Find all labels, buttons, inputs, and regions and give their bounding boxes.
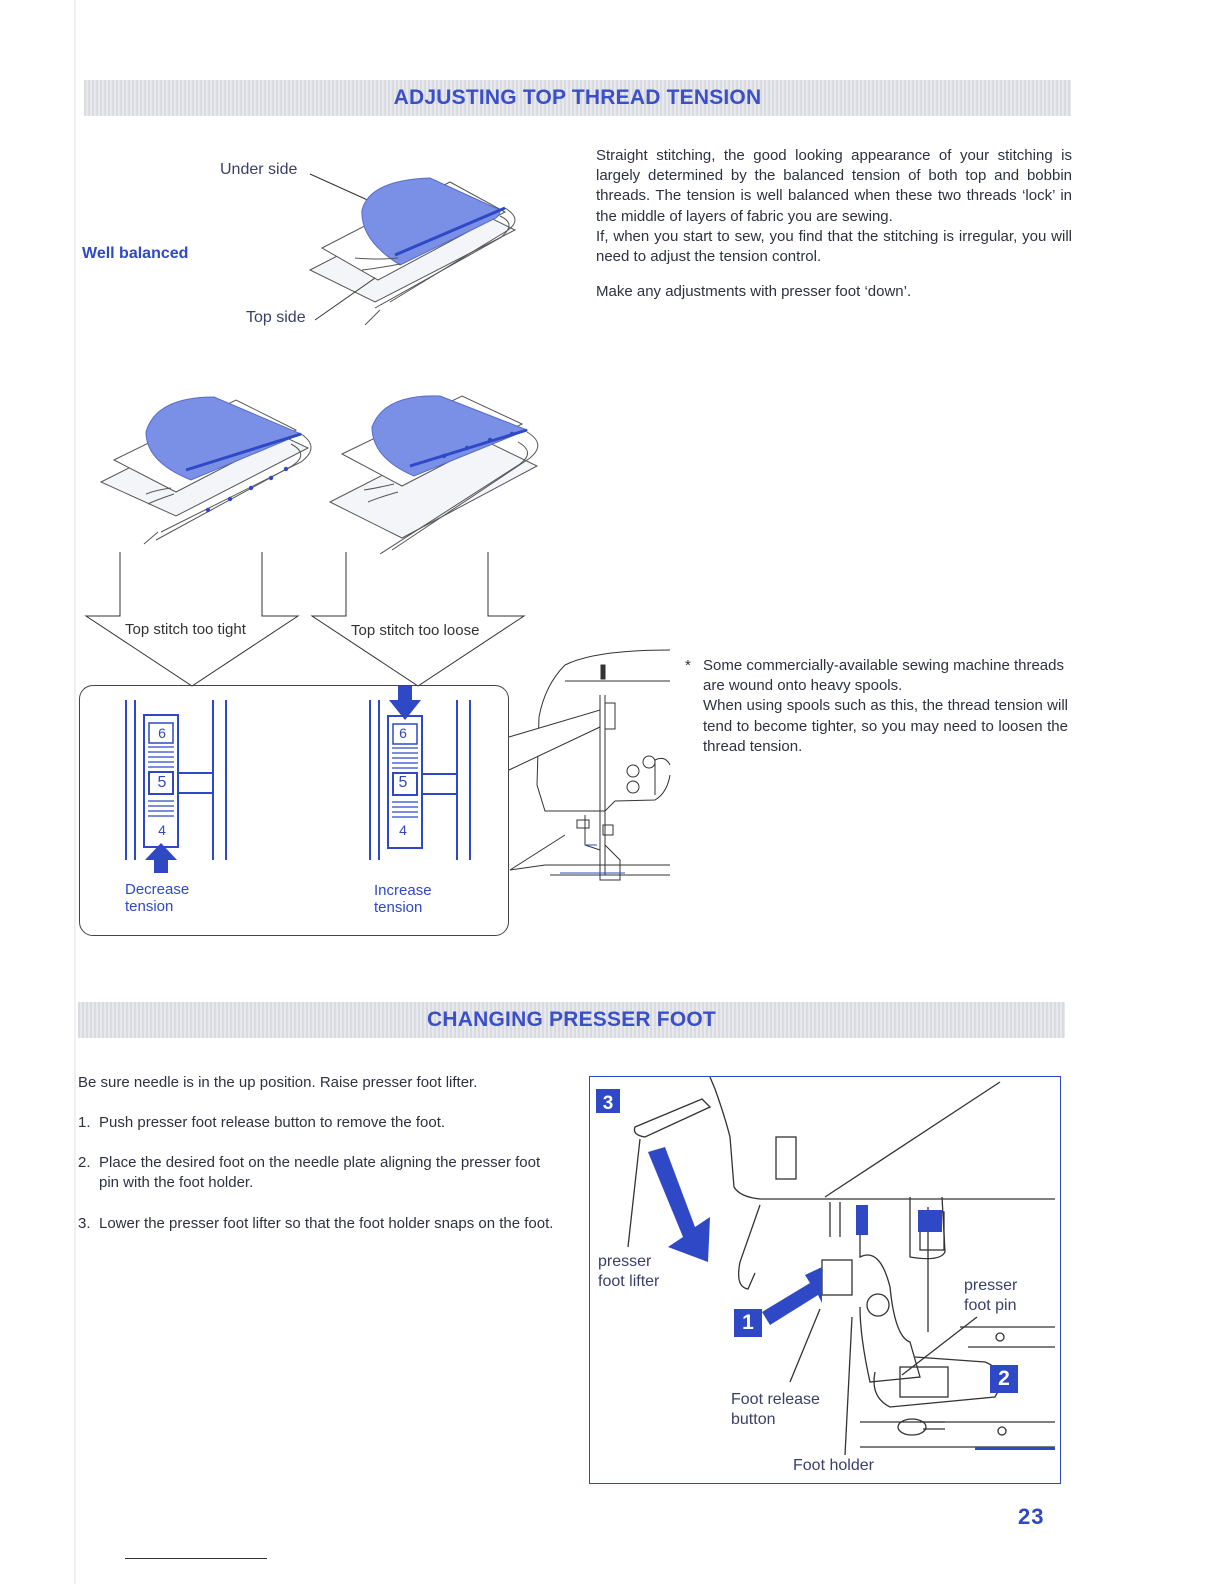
spool-note-star: * <box>685 657 691 674</box>
increase-label <box>374 882 432 916</box>
tension-dial-right <box>364 686 484 866</box>
footnote-rule <box>125 1558 267 1559</box>
foot-release-label <box>731 1390 820 1430</box>
presser-step <box>78 1214 558 1234</box>
tension-intro-p1: Straight stitching, the good looking appearance of your stitching is largely determined by the balanced tension of both top and bobbin threads. The tension is well balanced when these two threads ‘lock’ in the middle of layers of fabric you are sewing. <box>596 147 1072 225</box>
decrease-line1: Decrease <box>125 881 190 898</box>
foot-holder-label: Foot holder <box>793 1457 874 1474</box>
presser-intro: Be sure needle is in the up position. Raise presser foot lifter. <box>78 1074 478 1091</box>
sewing-machine-head-illustration <box>505 645 675 895</box>
presser-pin-line2: foot pin <box>964 1297 1017 1314</box>
presser-lifter-line2: foot lifter <box>598 1273 660 1290</box>
dial-right-4: 4 <box>399 822 407 838</box>
presser-step <box>78 1153 558 1193</box>
presser-steps <box>78 1113 558 1234</box>
decrease-label <box>125 881 189 915</box>
tension-intro-p2: If, when you start to sew, you find that the stitching is irregular, you will need to adjust the tension control. <box>596 227 1072 266</box>
well-balanced-fabric-illustration <box>300 160 540 335</box>
top-side-label: Top side <box>246 309 306 326</box>
step-badge-3: 3 <box>602 1093 614 1114</box>
spool-note-p1: Some commercially-available sewing machine threads are wound onto heavy spools. <box>703 657 1064 695</box>
presser-step-num: 1. <box>78 1114 91 1131</box>
presser-lifter-label <box>598 1252 659 1292</box>
foot-release-line1: Foot release <box>731 1391 820 1408</box>
presser-step-num: 2. <box>78 1154 91 1172</box>
foot-release-line2: button <box>731 1411 776 1428</box>
spool-note-p2: When using spools such as this, the thread tension will tend to become tighter, so you may need to loosen the thread tension. <box>703 697 1068 755</box>
presser-pin-line1: presser <box>964 1277 1018 1294</box>
page-edge <box>74 0 76 1584</box>
tension-intro <box>596 146 1072 267</box>
dial-right-6: 6 <box>399 725 407 741</box>
tension-arrows <box>80 550 530 690</box>
presser-step-num: 3. <box>78 1214 91 1232</box>
presser-step-text: Lower the presser foot lifter so that the foot holder snaps on the foot. <box>99 1214 554 1232</box>
presser-pin-label <box>964 1276 1017 1316</box>
dial-left-4: 4 <box>158 822 166 838</box>
page-number: 23 <box>1018 1504 1045 1529</box>
decrease-line2: tension <box>125 898 174 915</box>
step-badge-1: 1 <box>742 1311 754 1334</box>
presser-section-title: CHANGING PRESSER FOOT <box>78 1002 1065 1038</box>
presser-lifter-line1: presser <box>598 1253 652 1270</box>
too-tight-label: Top stitch too tight <box>125 621 246 638</box>
increase-line1: Increase <box>374 882 432 899</box>
increase-line2: tension <box>374 899 423 916</box>
presser-step-text: Push presser foot release button to remove the foot. <box>99 1114 446 1131</box>
well-balanced-label: Well balanced <box>82 245 189 262</box>
too-loose-label: Top stitch too loose <box>351 622 480 639</box>
too-loose-fabric-illustration <box>322 392 547 562</box>
presser-step-text: Place the desired foot on the needle plate aligning the presser foot pin with the foot holder. <box>99 1154 541 1192</box>
dial-right-5: 5 <box>398 774 408 791</box>
step-badge-2: 2 <box>998 1367 1010 1390</box>
too-tight-fabric-illustration <box>96 392 321 552</box>
spool-note <box>703 656 1068 757</box>
presser-step <box>78 1113 558 1133</box>
tension-section-title: ADJUSTING TOP THREAD TENSION <box>84 80 1071 116</box>
dial-left-5: 5 <box>157 774 167 791</box>
under-side-label: Under side <box>220 161 298 178</box>
dial-left-6: 6 <box>158 725 166 741</box>
adjust-note: Make any adjustments with presser foot ‘down’. <box>596 283 912 300</box>
tension-dial-left <box>120 695 240 875</box>
